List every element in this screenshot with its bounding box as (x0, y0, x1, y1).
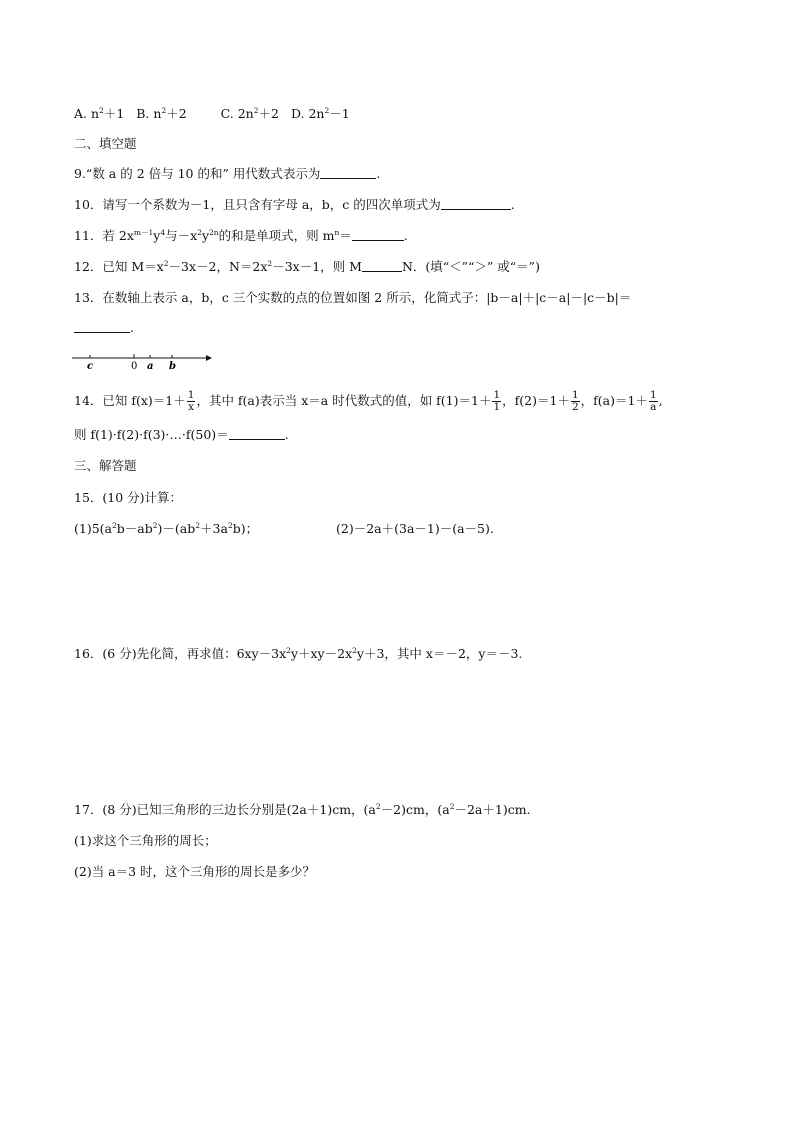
question-17-sub1: (1)求这个三角形的周长； (74, 833, 217, 848)
num: 1 (187, 389, 195, 401)
question-13-answer (74, 320, 134, 336)
num: 1 (649, 389, 657, 401)
option-a: A. n (74, 106, 100, 121)
option-d: D. 2n (290, 106, 325, 121)
question-12 (74, 259, 540, 275)
exp: 2 (324, 106, 330, 115)
q17-s1: 2 (375, 802, 381, 811)
q16-s1: 2 (286, 646, 291, 655)
question-9 (74, 166, 380, 182)
q12-p1: 12．已知 M＝x (74, 259, 164, 274)
q11-p4: y (201, 228, 210, 243)
q15-as3: 2 (195, 521, 201, 530)
q14-p2: ，其中 f(a)表示当 x＝a 时代数式的值，如 f(1)＝1＋ (196, 393, 492, 408)
q12-p4: N．(填“＜”“＞” 或“＝”) (401, 259, 540, 274)
q10-text: 10．请写一个系数为－1，且只含有字母 a，b，c 的四次单项式为 (74, 197, 441, 212)
q11-s1: m－1 (133, 228, 154, 237)
question-15-title: 15．(10 分)计算： (74, 490, 183, 505)
q15-a5: b)； (232, 521, 259, 536)
question-15-part2: (2)－2a＋(3a－1)－(a－5). (336, 521, 494, 536)
label-b: b (169, 361, 176, 372)
option-b-post: ＋2 (166, 106, 187, 121)
axis-arrow (206, 355, 212, 361)
label-zero: 0 (131, 361, 138, 372)
q15-a1: (1)5(a (74, 521, 112, 536)
q15-a3: )－(ab (157, 521, 196, 536)
q15-a2: b－ab (116, 521, 153, 536)
den: 1 (493, 401, 501, 413)
answer-blank[interactable] (320, 166, 376, 179)
q16-p2: y＋xy－2x (290, 646, 353, 661)
exp: 2 (99, 106, 104, 115)
q11-s2: 4 (160, 228, 166, 237)
q11-p2: y (153, 228, 161, 243)
q8-options (74, 106, 350, 122)
q9-text: 9.“数 a 的 2 倍与 10 的和” 用代数式表示为 (74, 166, 321, 181)
den: 2 (571, 401, 579, 413)
fraction-1-over-a (649, 390, 658, 413)
question-10 (74, 197, 515, 213)
answer-blank[interactable] (362, 259, 402, 272)
answer-blank[interactable] (229, 427, 285, 440)
q17-p2: －2)cm，(a (380, 802, 450, 817)
question-16 (74, 646, 522, 662)
q14-p3: ，f(2)＝1＋ (502, 393, 570, 408)
q12-p3: －3x－1，则 M (272, 259, 362, 274)
question-17-sub2: (2)当 a＝3 时，这个三角形的周长是多少？ (74, 864, 316, 879)
q11-end: . (403, 228, 408, 243)
label-c: c (87, 361, 94, 372)
option-c-post: ＋2 (258, 106, 279, 121)
q14-p1: 14．已知 f(x)＝1＋ (74, 393, 186, 408)
question-11 (74, 228, 408, 244)
q11-p5: 的和是单项式，则 m (218, 228, 335, 243)
q16-p3: y＋3，其中 x＝－2，y＝－3. (356, 646, 523, 661)
q12-s1: 2 (163, 259, 169, 268)
fraction-1-over-1 (492, 390, 501, 413)
num: 1 (571, 389, 579, 401)
den: x (188, 401, 195, 413)
q15-as2: 2 (152, 521, 158, 530)
exp: 2 (253, 106, 259, 115)
exp: 2 (161, 106, 167, 115)
section-fill-in-heading: 二、填空题 (74, 136, 137, 151)
q10-end: . (510, 197, 515, 212)
q11-s5: n (334, 228, 340, 237)
num: 1 (493, 389, 501, 401)
q16-s2: 2 (352, 646, 357, 655)
q11-p1: 11．若 2x (74, 228, 134, 243)
question-13: 13．在数轴上表示 a，b，c 三个实数的点的位置如图 2 所示，化简式子：|b－a|＋|c－a|－|c－b|＝ (74, 290, 632, 305)
question-15-part1 (74, 521, 258, 537)
q17-p3: －2a＋1)cm. (454, 802, 531, 817)
q11-p6: ＝ (339, 228, 352, 243)
q9-end: . (376, 166, 381, 181)
option-d-post: －1 (329, 106, 350, 121)
q17-p1: 17．(8 分)已知三角形的三边长分别是(2a＋1)cm，(a (74, 802, 376, 817)
q12-p2: －3x－2，N＝2x (168, 259, 268, 274)
option-a-post: ＋1 (103, 106, 125, 121)
question-17 (74, 802, 531, 818)
q14-end: . (284, 427, 289, 442)
q13-end: . (130, 320, 134, 335)
fraction-1-over-x (187, 390, 196, 413)
q11-p3: 与－x (165, 228, 198, 243)
answer-blank[interactable] (441, 197, 511, 210)
q14-p4: ，f(a)＝1＋ (580, 393, 648, 408)
answer-blank[interactable] (352, 228, 404, 241)
q15-a4: ＋3a (200, 521, 228, 536)
answer-blank[interactable] (74, 320, 130, 333)
q15-as1: 2 (112, 521, 117, 530)
section-answer-heading: 三、解答题 (74, 458, 137, 473)
q17-s2: 2 (449, 802, 455, 811)
option-b: B. n (136, 106, 162, 121)
question-14-line2 (74, 427, 289, 443)
option-c: C. 2n (220, 106, 254, 121)
q11-s3: 2 (197, 228, 202, 237)
q11-s4: 2n (209, 228, 219, 237)
label-a: a (147, 361, 154, 372)
q12-s2: 2 (267, 259, 273, 268)
q16-p1: 16．(6 分)先化简，再求值：6xy－3x (74, 646, 287, 661)
q15-as4: 2 (227, 521, 233, 530)
den: a (650, 401, 657, 413)
question-14 (74, 390, 663, 413)
q14-p5: , (658, 393, 663, 408)
q14-line2-text: 则 f(1)·f(2)·f(3)·…·f(50)＝ (74, 427, 229, 442)
fraction-1-over-2 (571, 390, 580, 413)
number-line-figure (72, 352, 212, 372)
